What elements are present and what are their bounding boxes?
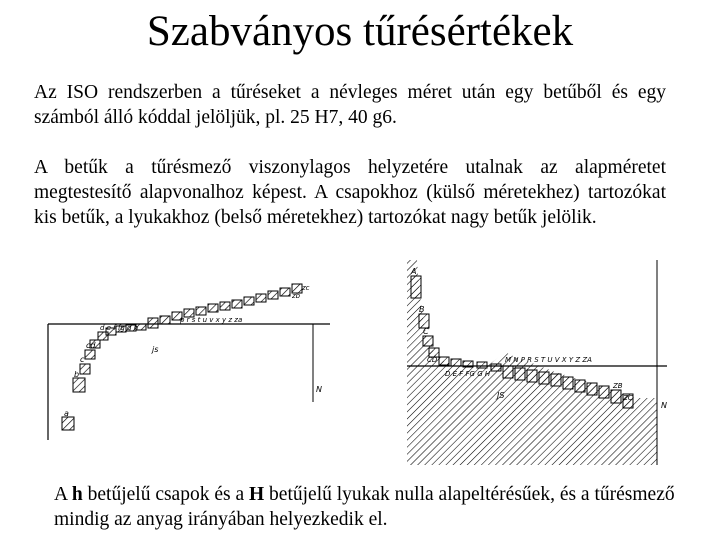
- letters-main: d e f fg g h: [100, 324, 139, 332]
- caption-bold-H: H: [249, 484, 265, 505]
- caption-part1: A: [54, 484, 72, 505]
- caption-part2: betűjelű csapok és a: [82, 484, 249, 505]
- caption-bold-h: h: [71, 484, 83, 505]
- shaft-tolerance-zones: [62, 284, 302, 430]
- letter-a: a: [64, 409, 69, 418]
- letter-B: B: [419, 305, 425, 314]
- letter-zb: zb: [292, 292, 301, 300]
- letter-zc: zc: [302, 284, 310, 292]
- letter-ZB: ZB: [613, 382, 623, 390]
- letter-cd: cd: [86, 341, 96, 350]
- letter-CD: CD: [427, 356, 438, 364]
- letter-c: c: [80, 355, 85, 364]
- page-title: Szabványos tűrésértékek: [146, 8, 574, 55]
- label-N: N: [661, 401, 667, 410]
- shaft-tolerance-diagram: [40, 282, 340, 442]
- letters-right: M N P R S T U V X Y Z ZA: [505, 356, 592, 364]
- label-n: N: [316, 385, 322, 394]
- caption: [54, 482, 694, 532]
- hole-tolerance-diagram: [405, 258, 680, 473]
- intro-paragraph: Az ISO rendszerben a tűréseket a névleges méret után egy betűből és egy számból álló kóddal jelöljük, pl. 25 H7, 40 g6.: [34, 82, 666, 128]
- label-js: js: [152, 345, 159, 354]
- label-JS: JS: [497, 391, 505, 400]
- letter-C: C: [423, 327, 429, 336]
- letters-main: D E F FG G H: [445, 370, 491, 378]
- caption-part3: betűjelű lyukak nulla alapeltérésűek, és a tűrésmező mindig az anyag irányában helyezkedik el.: [54, 484, 675, 530]
- letter-b: b: [74, 370, 80, 379]
- letters-right: p r s t u v x y z za: [180, 316, 243, 324]
- letter-A: A: [411, 267, 417, 276]
- letter-ZC: ZC: [623, 394, 633, 402]
- letters-paragraph: A betűk a tűrésmező viszonylagos helyzetére utalnak az alapméretet megtestesítő alapvonalhoz képest. A csapokhoz (külső méretekhez) tartozókat kis betűk, a lyukakhoz (belső méretekhez) tartozókat nagy betűk jelölik.: [34, 157, 666, 228]
